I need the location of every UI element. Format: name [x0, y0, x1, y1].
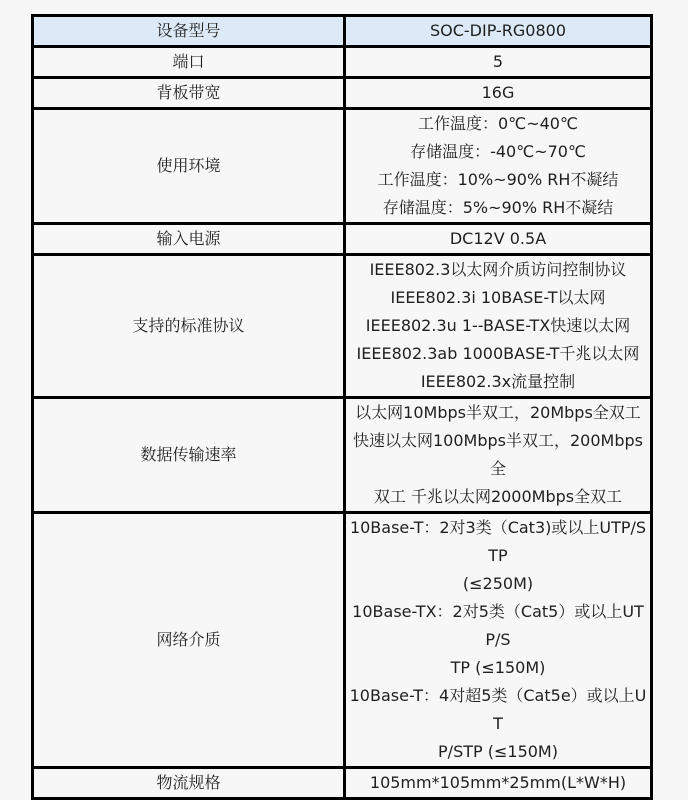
spec-value-cell: [345, 109, 652, 224]
spec-value-line: (≤250M): [462, 574, 534, 593]
spec-value-line: DC12V 0.5A: [449, 229, 547, 248]
spec-value-line: 快速以太网100Mbps半双工，200Mbps全: [353, 431, 643, 478]
spec-value-line: IEEE802.3i 10BASE-T以太网: [390, 288, 606, 307]
table-row: [33, 78, 652, 109]
spec-value-line: 105mm*105mm*25mm(L*W*H): [369, 773, 627, 792]
spec-label-cell: 设备型号: [33, 16, 345, 47]
spec-value-line: 10Base-TX：2对5类（Cat5）或以上UTP/S: [352, 602, 644, 649]
table-row: [33, 109, 652, 224]
spec-value-line: 存储温度：-40℃~70℃: [410, 142, 586, 161]
spec-value-cell: [345, 47, 652, 78]
spec-value-cell: [345, 16, 652, 47]
spec-table-body: [33, 16, 652, 799]
spec-value-line: P/STP (≤150M): [438, 742, 558, 761]
spec-value-cell: [345, 224, 652, 255]
spec-label-cell: 网络介质: [33, 513, 345, 768]
spec-value-line: SOC-DIP-RG0800: [429, 21, 567, 40]
spec-value-line: TP (≤150M): [450, 658, 546, 677]
spec-value-line: 10Base-T：2对3类（Cat3)或以上UTP/STP: [349, 518, 647, 565]
table-row: [33, 224, 652, 255]
table-row: [33, 16, 652, 47]
spec-value-cell: [345, 78, 652, 109]
table-row: [33, 255, 652, 398]
table-row: [33, 513, 652, 768]
spec-label-cell: 使用环境: [33, 109, 345, 224]
spec-label-cell: 物流规格: [33, 768, 345, 799]
spec-value-line: IEEE802.3ab 1000BASE-T千兆以太网: [356, 344, 640, 363]
spec-value-cell: [345, 398, 652, 513]
spec-label-cell: 端口: [33, 47, 345, 78]
spec-label-cell: 数据传输速率: [33, 398, 345, 513]
spec-value-line: IEEE802.3以太网介质访问控制协议: [369, 260, 627, 279]
spec-value-line: 以太网10Mbps半双工，20Mbps全双工: [355, 403, 641, 422]
spec-value-line: IEEE802.3u 1--BASE-TX快速以太网: [365, 316, 631, 335]
spec-value-line: IEEE802.3x流量控制: [420, 372, 576, 391]
spec-label-cell: 输入电源: [33, 224, 345, 255]
spec-value-line: 双工 千兆以太网2000Mbps全双工: [373, 487, 623, 506]
spec-value-line: 5: [492, 52, 504, 71]
spec-label-cell: 支持的标准协议: [33, 255, 345, 398]
table-row: [33, 768, 652, 799]
spec-value-line: 工作温度：10%~90% RH不凝结: [377, 170, 619, 189]
spec-value-cell: [345, 768, 652, 799]
table-row: [33, 47, 652, 78]
spec-value-line: 10Base-T：4对超5类（Cat5e）或以上UT: [349, 686, 647, 733]
spec-value-cell: [345, 255, 652, 398]
spec-value-cell: [345, 513, 652, 768]
spec-value-line: 存储温度：5%~90% RH不凝结: [382, 198, 614, 217]
table-row: [33, 398, 652, 513]
spec-label-cell: 背板带宽: [33, 78, 345, 109]
spec-table: [31, 14, 653, 800]
spec-value-line: 工作温度：0℃~40℃: [418, 114, 578, 133]
spec-value-line: 16G: [481, 83, 515, 102]
